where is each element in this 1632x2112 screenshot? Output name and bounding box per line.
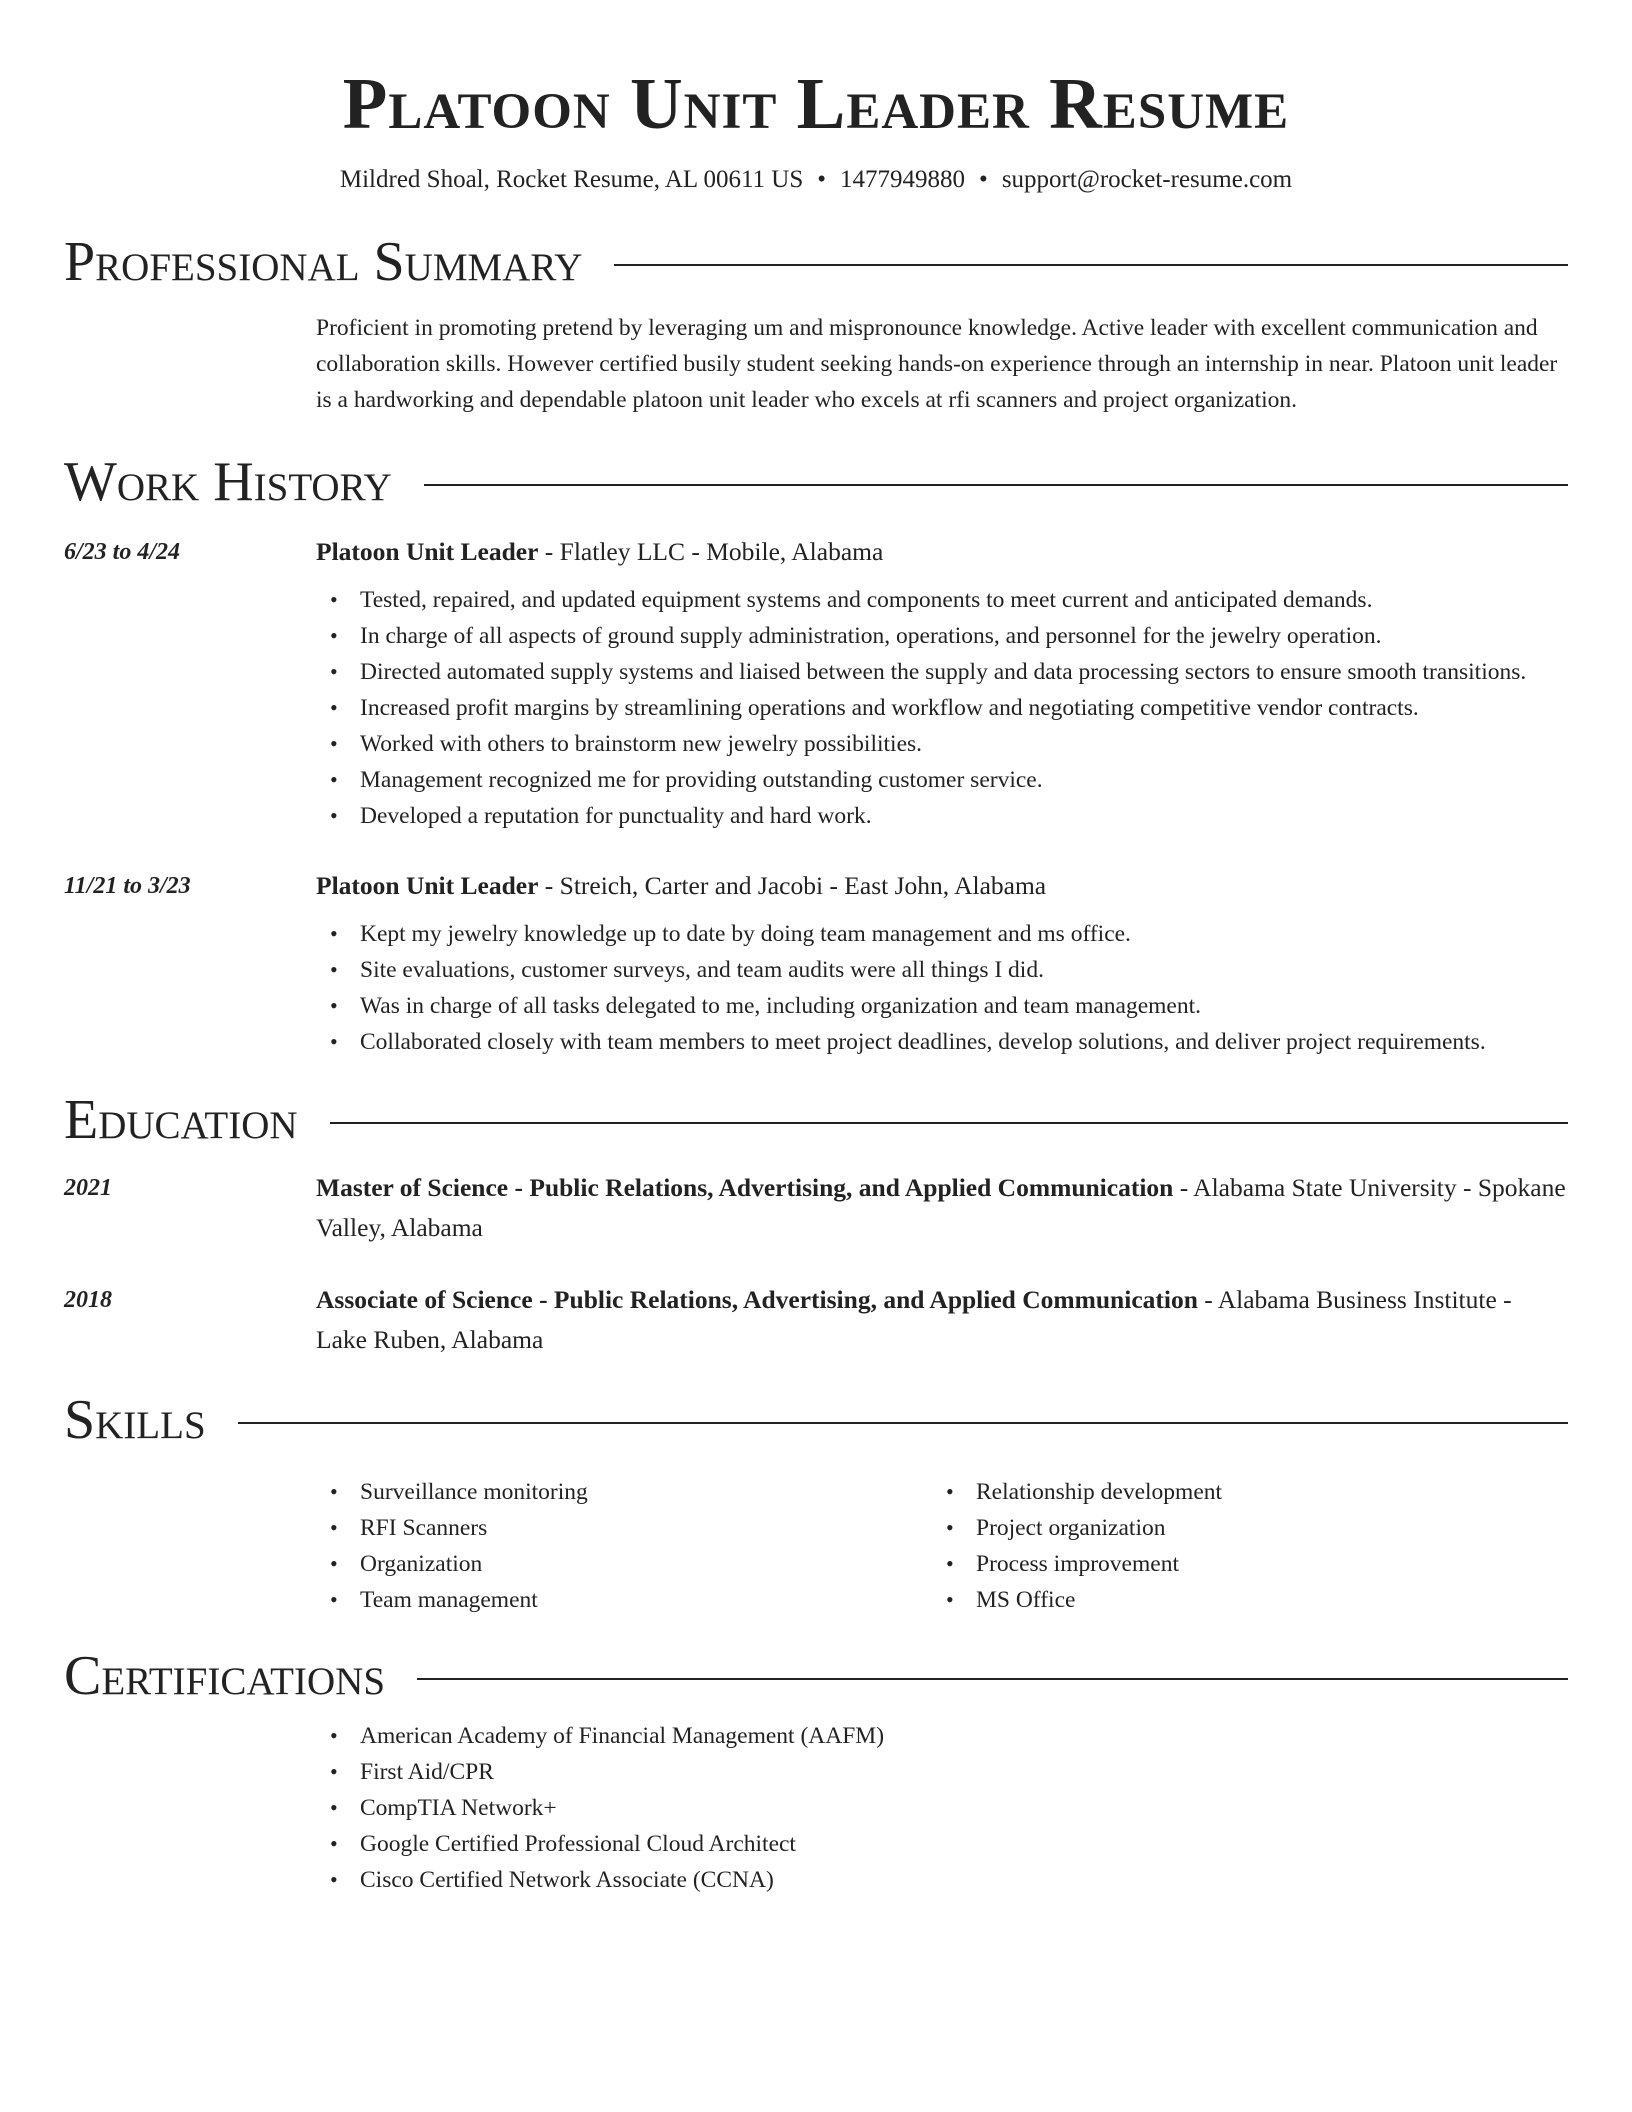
skill-item: • Relationship development <box>932 1474 1548 1510</box>
job-dates: 11/21 to 3/23 <box>64 873 191 899</box>
section-divider <box>330 1122 1568 1124</box>
skill-item: • RFI Scanners <box>316 1510 932 1546</box>
job-bullet: • Was in charge of all tasks delegated to me, including organization and team management. <box>316 988 1568 1024</box>
job-bullet: • Kept my jewelry knowledge up to date by doing team management and ms office. <box>316 916 1568 952</box>
section-title: Professional Summary <box>64 231 583 293</box>
resume-title: Platoon Unit Leader Resume <box>342 63 1290 144</box>
skill-item: • MS Office <box>932 1582 1548 1618</box>
job-bullets <box>316 916 1568 1060</box>
section-work-header <box>64 450 1568 514</box>
skill-item: • Project organization <box>932 1510 1548 1546</box>
skills-grid <box>316 1474 1568 1618</box>
education-details: - Alabama Business Institute - Lake Ruben, Alabama <box>316 1285 1512 1354</box>
section-title: Work History <box>64 451 392 513</box>
section-title: Certifications <box>64 1645 386 1707</box>
education-degree: Associate of Science - Public Relations, Advertising, and Applied Communication <box>316 1285 1198 1314</box>
section-title: Skills <box>64 1389 206 1451</box>
skills-column-right <box>932 1474 1548 1618</box>
job-bullet: • Worked with others to brainstorm new jewelry possibilities. <box>316 726 1568 762</box>
section-skills-header <box>64 1388 1568 1452</box>
contact-line <box>64 164 1568 196</box>
work-history-list <box>64 532 1568 1060</box>
job-bullet: • Collaborated closely with team members to meet project deadlines, develop solutions, and deliver project requirements. <box>316 1024 1568 1060</box>
certification-item: • Google Certified Professional Cloud Architect <box>316 1826 1568 1862</box>
contact-separator: • <box>979 166 988 193</box>
job-bullet: • Increased profit margins by streamlining operations and workflow and negotiating competitive vendor contracts. <box>316 690 1568 726</box>
education-degree: Master of Science - Public Relations, Advertising, and Applied Communication <box>316 1173 1174 1202</box>
section-divider <box>424 484 1568 486</box>
section-education-header <box>64 1088 1568 1152</box>
certification-item: • Cisco Certified Network Associate (CCNA) <box>316 1862 1568 1898</box>
section-certifications-header <box>64 1644 1568 1708</box>
job-role: Platoon Unit Leader <box>316 871 539 900</box>
education-content <box>316 1168 1568 1248</box>
contact-separator: • <box>817 166 827 193</box>
resume-page <box>64 0 1568 1898</box>
job-details: - Flatley LLC - Mobile, Alabama <box>538 537 884 566</box>
education-year: 2018 <box>64 1287 112 1313</box>
job-role: Platoon Unit Leader <box>316 537 539 566</box>
job-entry <box>64 866 1568 1060</box>
education-entry <box>64 1168 1568 1248</box>
job-title-line <box>316 532 1568 572</box>
section-divider <box>238 1422 1568 1424</box>
job-bullet: • Tested, repaired, and updated equipment systems and components to meet current and anticipated demands. <box>316 582 1568 618</box>
job-bullet: • Developed a reputation for punctuality and hard work. <box>316 798 1568 834</box>
section-divider <box>614 264 1568 266</box>
education-content <box>316 1280 1568 1360</box>
contact-phone: 1477949880 <box>840 166 966 193</box>
summary-text: Proficient in promoting pretend by leveraging um and mispronounce knowledge. Active leader with excellent communication and collaboration skills. However certified busily student seeking hands-on experience through an internship in near. Platoon unit leader is a hardworking and dependable platoon unit leader who excels at rfi scanners and project organization. <box>316 315 1558 413</box>
skills-column-left <box>316 1474 932 1618</box>
education-year: 2021 <box>64 1175 112 1201</box>
job-bullets <box>316 582 1568 834</box>
skill-item: • Organization <box>316 1546 932 1582</box>
job-bullet: • Directed automated supply systems and liaised between the supply and data processing sectors to ensure smooth transitions. <box>316 654 1568 690</box>
skill-item: • Surveillance monitoring <box>316 1474 932 1510</box>
job-details: - Streich, Carter and Jacobi - East John, Alabama <box>538 871 1047 900</box>
job-bullet: • Management recognized me for providing outstanding customer service. <box>316 762 1568 798</box>
job-content <box>316 866 1568 1060</box>
education-entry <box>64 1280 1568 1360</box>
job-title-line <box>316 866 1568 906</box>
section-title: Education <box>64 1089 298 1151</box>
section-summary-header <box>64 230 1568 294</box>
education-details: - Alabama State University - Spokane Valley, Alabama <box>316 1173 1566 1242</box>
certification-item: • First Aid/CPR <box>316 1754 1568 1790</box>
job-bullet: • Site evaluations, customer surveys, and team audits were all things I did. <box>316 952 1568 988</box>
job-dates: 6/23 to 4/24 <box>64 539 181 565</box>
contact-address: Mildred Shoal, Rocket Resume, AL 00611 US <box>339 166 804 193</box>
section-divider <box>417 1678 1568 1680</box>
job-content <box>316 532 1568 834</box>
certification-item: • CompTIA Network+ <box>316 1790 1568 1826</box>
education-list <box>64 1168 1568 1360</box>
certifications-list <box>316 1718 1568 1898</box>
skill-item: • Team management <box>316 1582 932 1618</box>
skill-item: • Process improvement <box>932 1546 1548 1582</box>
contact-email[interactable]: support@rocket-resume.com <box>1001 166 1293 193</box>
job-entry <box>64 532 1568 834</box>
job-bullet: • In charge of all aspects of ground supply administration, operations, and personnel for the jewelry operation. <box>316 618 1568 654</box>
certification-item: • American Academy of Financial Management (AAFM) <box>316 1718 1568 1754</box>
